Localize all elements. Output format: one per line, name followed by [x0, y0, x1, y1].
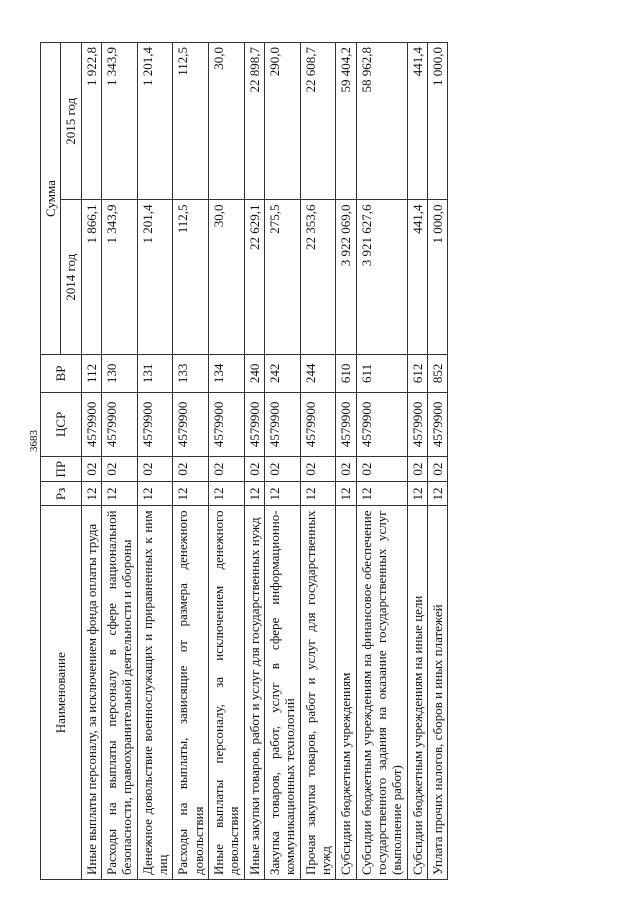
cell-pr: 02 — [264, 456, 300, 482]
cell-y2014: 112,5 — [173, 200, 209, 355]
table-row — [336, 43, 356, 880]
cell-y2014: 3 922 069,0 — [336, 200, 356, 355]
cell-name: Уплата прочих налогов, сборов и иных платежей — [427, 506, 447, 880]
table-row — [407, 43, 427, 880]
cell-pr: 02 — [407, 456, 427, 482]
table-row — [137, 43, 173, 880]
header-vr: ВР — [41, 354, 82, 392]
table-row — [300, 43, 336, 880]
cell-vr: 130 — [101, 354, 137, 392]
header-name: Наименование — [41, 506, 82, 880]
cell-y2014: 1 866,1 — [81, 200, 101, 355]
rotated-table-container — [40, 42, 604, 880]
cell-y2015: 1 201,4 — [137, 43, 173, 200]
cell-vr: 134 — [208, 354, 244, 392]
cell-pr: 02 — [427, 456, 447, 482]
cell-pr: 02 — [356, 456, 407, 482]
cell-rz: 12 — [427, 482, 447, 506]
cell-y2014: 22 353,6 — [300, 200, 336, 355]
cell-pr: 02 — [101, 456, 137, 482]
cell-y2015: 112,5 — [173, 43, 209, 200]
cell-rz: 12 — [208, 482, 244, 506]
table-row — [173, 43, 209, 880]
cell-y2014: 1 343,9 — [101, 200, 137, 355]
header-2015: 2015 год — [61, 43, 81, 200]
cell-y2015: 1 343,9 — [101, 43, 137, 200]
header-sum: Сумма — [41, 43, 61, 355]
cell-y2014: 22 629,1 — [244, 200, 264, 355]
table-body — [81, 43, 448, 880]
cell-rz: 12 — [137, 482, 173, 506]
cell-name: Субсидии бюджетным учреждениям на финансовое обеспечение государственного задания на оказание государственных услуг (выполнение работ) — [356, 506, 407, 880]
cell-csr: 4579900 — [300, 392, 336, 456]
cell-y2014: 30,0 — [208, 200, 244, 355]
header-rz: Рз — [41, 482, 82, 506]
cell-csr: 4579900 — [356, 392, 407, 456]
cell-name: Иные выплаты персоналу, за исключением фонда оплаты труда — [81, 506, 101, 880]
cell-name: Субсидии бюджетным учреждениям на иные цели — [407, 506, 427, 880]
cell-vr: 133 — [173, 354, 209, 392]
cell-csr: 4579900 — [264, 392, 300, 456]
cell-csr: 4579900 — [101, 392, 137, 456]
cell-y2015: 30,0 — [208, 43, 244, 200]
cell-y2015: 1 922,8 — [81, 43, 101, 200]
cell-y2014: 275,5 — [264, 200, 300, 355]
cell-pr: 02 — [137, 456, 173, 482]
cell-y2015: 290,0 — [264, 43, 300, 200]
cell-vr: 610 — [336, 354, 356, 392]
table-row — [244, 43, 264, 880]
cell-vr: 244 — [300, 354, 336, 392]
cell-csr: 4579900 — [427, 392, 447, 456]
cell-csr: 4579900 — [244, 392, 264, 456]
cell-rz: 12 — [101, 482, 137, 506]
cell-name: Расходы на выплаты, зависящие от размера денежного довольствия — [173, 506, 209, 880]
cell-rz: 12 — [173, 482, 209, 506]
cell-csr: 4579900 — [81, 392, 101, 456]
cell-y2014: 441,4 — [407, 200, 427, 355]
cell-pr: 02 — [300, 456, 336, 482]
header-csr: ЦСР — [41, 392, 82, 456]
cell-name: Денежное довольствие военнослужащих и приравненных к ним лиц — [137, 506, 173, 880]
table-row — [208, 43, 244, 880]
cell-y2015: 59 404,2 — [336, 43, 356, 200]
cell-pr: 02 — [173, 456, 209, 482]
cell-vr: 612 — [407, 354, 427, 392]
cell-y2014: 3 921 627,6 — [356, 200, 407, 355]
cell-csr: 4579900 — [208, 392, 244, 456]
cell-pr: 02 — [336, 456, 356, 482]
cell-y2015: 22 898,7 — [244, 43, 264, 200]
cell-name: Субсидии бюджетным учреждениям — [336, 506, 356, 880]
cell-y2014: 1 000,0 — [427, 200, 447, 355]
cell-vr: 240 — [244, 354, 264, 392]
cell-pr: 02 — [244, 456, 264, 482]
cell-vr: 131 — [137, 354, 173, 392]
table-row — [264, 43, 300, 880]
cell-rz: 12 — [264, 482, 300, 506]
cell-name: Иные выплаты персоналу, за исключением денежного довольствия — [208, 506, 244, 880]
cell-vr: 242 — [264, 354, 300, 392]
cell-rz: 12 — [356, 482, 407, 506]
cell-csr: 4579900 — [173, 392, 209, 456]
cell-csr: 4579900 — [137, 392, 173, 456]
cell-pr: 02 — [81, 456, 101, 482]
header-2014: 2014 год — [61, 200, 81, 355]
cell-y2015: 58 962,8 — [356, 43, 407, 200]
header-pr: ПР — [41, 456, 82, 482]
cell-rz: 12 — [244, 482, 264, 506]
header-row — [41, 43, 61, 880]
cell-rz: 12 — [81, 482, 101, 506]
cell-vr: 852 — [427, 354, 447, 392]
cell-y2014: 1 201,4 — [137, 200, 173, 355]
cell-vr: 611 — [356, 354, 407, 392]
cell-y2015: 1 000,0 — [427, 43, 447, 200]
cell-y2015: 441,4 — [407, 43, 427, 200]
cell-name: Закупка товаров, работ, услуг в сфере информационно-коммуникационных технологий — [264, 506, 300, 880]
cell-name: Иные закупки товаров, работ и услуг для государственных нужд — [244, 506, 264, 880]
cell-name: Прочая закупка товаров, работ и услуг для государственных нужд — [300, 506, 336, 880]
cell-y2015: 22 608,7 — [300, 43, 336, 200]
table-row — [81, 43, 101, 880]
cell-pr: 02 — [208, 456, 244, 482]
cell-rz: 12 — [300, 482, 336, 506]
cell-rz: 12 — [336, 482, 356, 506]
page-number: 3683 — [28, 430, 40, 452]
table-row — [356, 43, 407, 880]
cell-name: Расходы на выплаты персоналу в сфере национальной безопасности, правоохранительной деятельности и обороны — [101, 506, 137, 880]
cell-vr: 112 — [81, 354, 101, 392]
cell-rz: 12 — [407, 482, 427, 506]
table-row — [427, 43, 447, 880]
table-row — [101, 43, 137, 880]
budget-table — [40, 42, 448, 880]
cell-csr: 4579900 — [336, 392, 356, 456]
cell-csr: 4579900 — [407, 392, 427, 456]
